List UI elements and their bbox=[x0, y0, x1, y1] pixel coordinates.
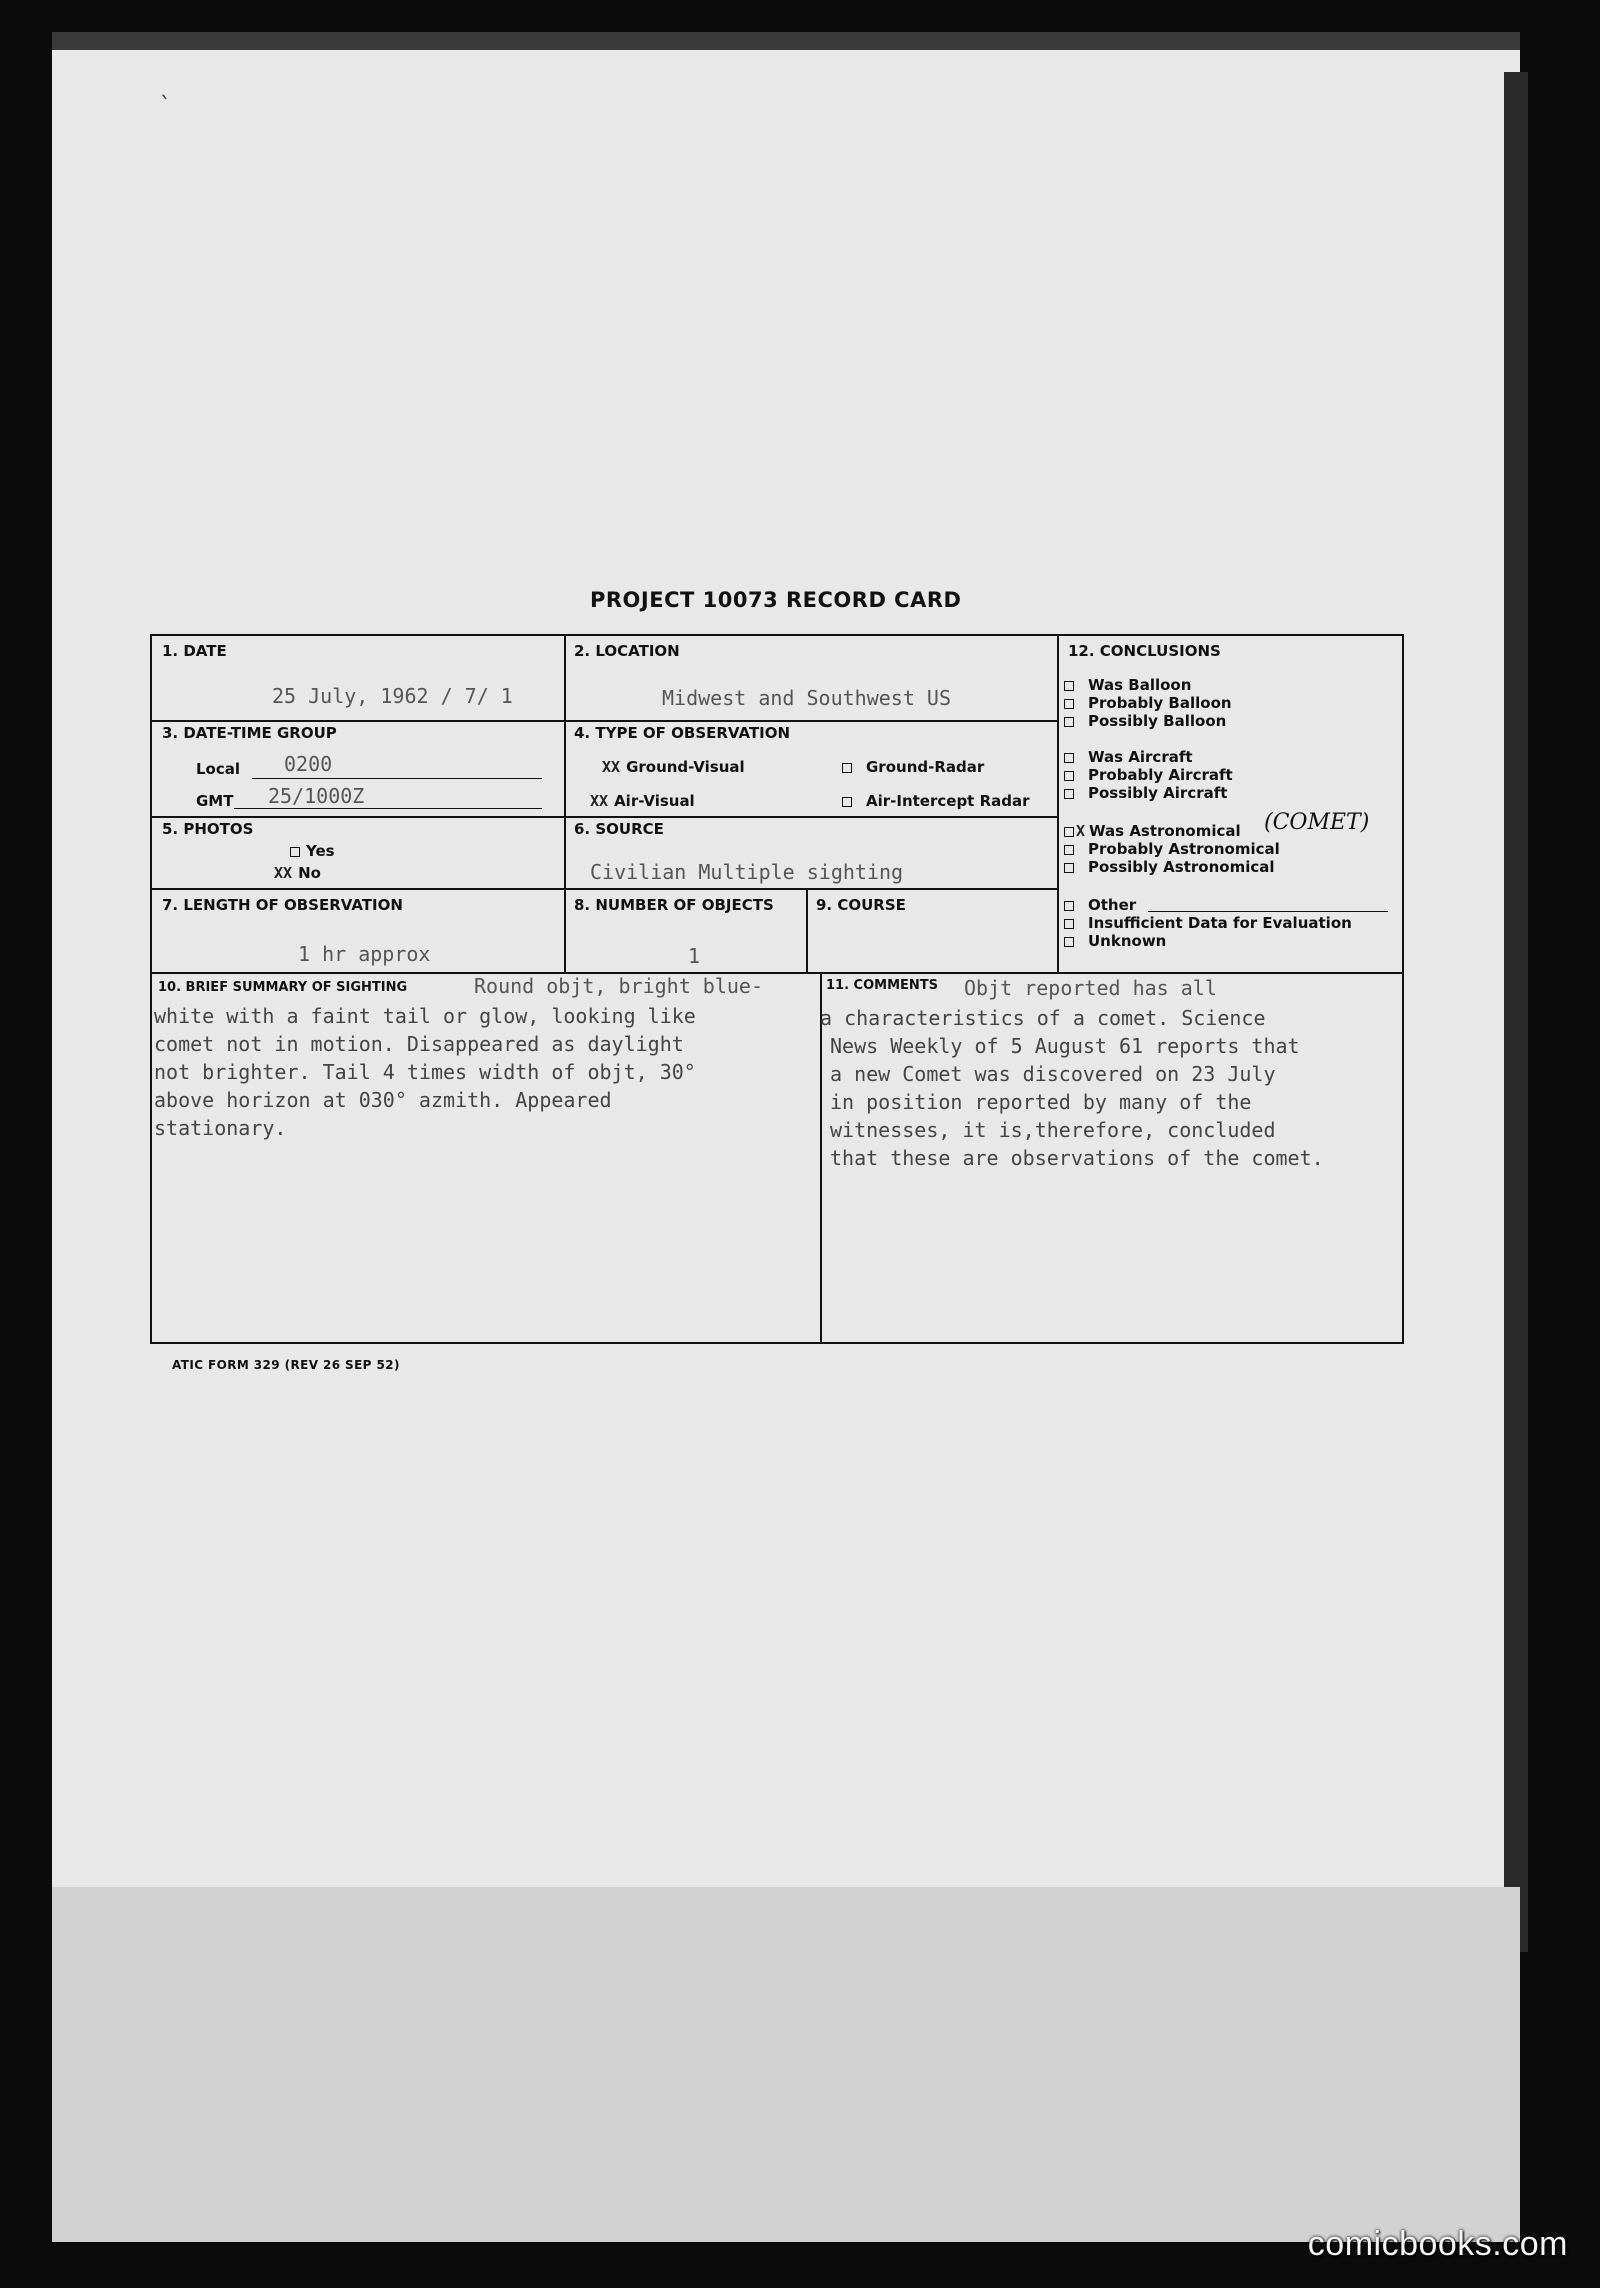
comments-line: that these are observations of the comet. bbox=[830, 1146, 1324, 1170]
scan-right-shadow bbox=[1504, 72, 1528, 1952]
option-ground-visual[interactable]: XX Ground-Visual bbox=[602, 758, 745, 776]
watermark: comicbooks.com bbox=[1307, 2225, 1568, 2263]
conclusions-group-balloon bbox=[1064, 676, 1232, 730]
number-of-objects-value: 1 bbox=[688, 944, 701, 968]
conclusion-option[interactable]: Possibly Balloon bbox=[1064, 712, 1232, 730]
location-label: 2. LOCATION bbox=[574, 642, 680, 660]
conclusion-option[interactable]: Probably Balloon bbox=[1064, 694, 1232, 712]
comments-label: 11. COMMENTS bbox=[826, 978, 939, 993]
checkbox-icon bbox=[1064, 771, 1074, 781]
divider bbox=[1057, 636, 1059, 972]
summary-text bbox=[154, 1002, 696, 1142]
summary-line: stationary. bbox=[154, 1116, 287, 1140]
conclusion-option[interactable]: Was Balloon bbox=[1064, 676, 1232, 694]
date-label: 1. DATE bbox=[162, 642, 227, 660]
checked-mark-icon: XX bbox=[274, 864, 293, 882]
summary-line: not brighter. Tail 4 times width of objt, 30° bbox=[154, 1060, 696, 1084]
divider bbox=[152, 816, 1057, 818]
location-value: Midwest and Southwest US bbox=[662, 686, 951, 710]
record-card bbox=[150, 634, 1404, 1344]
conclusion-option-was-astronomical[interactable]: X Was Astronomical bbox=[1064, 822, 1280, 840]
comments-line: News Weekly of 5 August 61 reports that bbox=[830, 1034, 1300, 1058]
comments-line: witnesses, it is,therefore, concluded bbox=[830, 1118, 1276, 1142]
checkbox-icon bbox=[1064, 753, 1074, 763]
comments-line: a characteristics of a comet. Science bbox=[820, 1006, 1266, 1030]
form-identifier: ATIC FORM 329 (REV 26 SEP 52) bbox=[172, 1358, 400, 1372]
handwritten-comet-note: (COMET) bbox=[1264, 810, 1370, 835]
option-ground-radar[interactable]: Ground-Radar bbox=[842, 758, 984, 776]
summary-first-line: Round objt, bright blue- bbox=[474, 974, 763, 998]
conclusion-option[interactable]: Possibly Astronomical bbox=[1064, 858, 1280, 876]
comments-first-line: Objt reported has all bbox=[964, 976, 1217, 1000]
gmt-underline bbox=[234, 808, 542, 809]
checkbox-icon bbox=[1064, 901, 1074, 911]
paper-lower-band bbox=[52, 1887, 1520, 2242]
conclusion-option[interactable]: Insufficient Data for Evaluation bbox=[1064, 914, 1352, 932]
summary-line: above horizon at 030° azmith. Appeared bbox=[154, 1088, 612, 1112]
length-value: 1 hr approx bbox=[298, 942, 431, 966]
conclusion-option[interactable]: Was Aircraft bbox=[1064, 748, 1233, 766]
conclusion-option-other[interactable]: Other bbox=[1064, 896, 1352, 914]
datetime-label: 3. DATE-TIME GROUP bbox=[162, 724, 337, 742]
scan-top-shadow bbox=[52, 32, 1520, 50]
conclusion-option[interactable]: Probably Aircraft bbox=[1064, 766, 1233, 784]
gmt-label: GMT bbox=[196, 792, 234, 810]
scan-speck: ` bbox=[160, 94, 171, 119]
course-label: 9. COURSE bbox=[816, 896, 906, 914]
checkbox-icon bbox=[1064, 717, 1074, 727]
date-value: 25 July, 1962 / 7/ 1 bbox=[272, 684, 513, 708]
divider bbox=[152, 972, 1404, 974]
number-of-objects-label: 8. NUMBER OF OBJECTS bbox=[574, 896, 774, 914]
summary-line: white with a faint tail or glow, looking like bbox=[154, 1004, 696, 1028]
photos-yes-option[interactable]: Yes bbox=[290, 842, 335, 860]
divider bbox=[564, 636, 566, 972]
conclusions-group-astronomical bbox=[1064, 822, 1280, 876]
other-underline bbox=[1148, 911, 1388, 912]
checkbox-icon bbox=[1064, 789, 1074, 799]
gmt-value: 25/1000Z bbox=[268, 784, 365, 808]
conclusions-group-aircraft bbox=[1064, 748, 1233, 802]
checkbox-icon bbox=[842, 797, 852, 807]
conclusions-group-other bbox=[1064, 896, 1352, 950]
checked-mark-icon: XX bbox=[590, 792, 609, 810]
comments-line: a new Comet was discovered on 23 July bbox=[830, 1062, 1276, 1086]
photos-no-option[interactable]: XX No bbox=[274, 864, 321, 882]
divider bbox=[152, 720, 1057, 722]
checkbox-icon bbox=[1064, 863, 1074, 873]
divider bbox=[152, 888, 1057, 890]
card-title: PROJECT 10073 RECORD CARD bbox=[590, 588, 962, 612]
checkbox-icon bbox=[1064, 681, 1074, 691]
observation-type-label: 4. TYPE OF OBSERVATION bbox=[574, 724, 791, 742]
source-label: 6. SOURCE bbox=[574, 820, 664, 838]
local-underline bbox=[252, 778, 542, 779]
photos-label: 5. PHOTOS bbox=[162, 820, 254, 838]
conclusions-label: 12. CONCLUSIONS bbox=[1068, 642, 1221, 660]
comments-text bbox=[820, 1004, 1324, 1172]
summary-line: comet not in motion. Disappeared as daylight bbox=[154, 1032, 684, 1056]
length-label: 7. LENGTH OF OBSERVATION bbox=[162, 896, 403, 914]
checkbox-icon bbox=[1064, 845, 1074, 855]
checkbox-icon bbox=[1064, 919, 1074, 929]
checkbox-icon bbox=[1064, 937, 1074, 947]
conclusion-option[interactable]: Possibly Aircraft bbox=[1064, 784, 1233, 802]
local-label: Local bbox=[196, 760, 241, 778]
checkbox-icon bbox=[1064, 827, 1074, 837]
source-value: Civilian Multiple sighting bbox=[590, 860, 904, 884]
local-value: 0200 bbox=[284, 752, 333, 776]
checkbox-icon bbox=[290, 847, 300, 857]
comments-line: in position reported by many of the bbox=[830, 1090, 1252, 1114]
divider bbox=[806, 888, 808, 972]
checkbox-icon bbox=[842, 763, 852, 773]
option-air-visual[interactable]: XX Air-Visual bbox=[590, 792, 695, 810]
conclusion-option[interactable]: Probably Astronomical bbox=[1064, 840, 1280, 858]
option-air-intercept-radar[interactable]: Air-Intercept Radar bbox=[842, 792, 1030, 810]
conclusion-option[interactable]: Unknown bbox=[1064, 932, 1352, 950]
checked-mark-icon: XX bbox=[602, 758, 621, 776]
checkbox-icon bbox=[1064, 699, 1074, 709]
checked-mark-icon: X bbox=[1076, 822, 1086, 840]
summary-label: 10. BRIEF SUMMARY OF SIGHTING bbox=[158, 980, 408, 995]
